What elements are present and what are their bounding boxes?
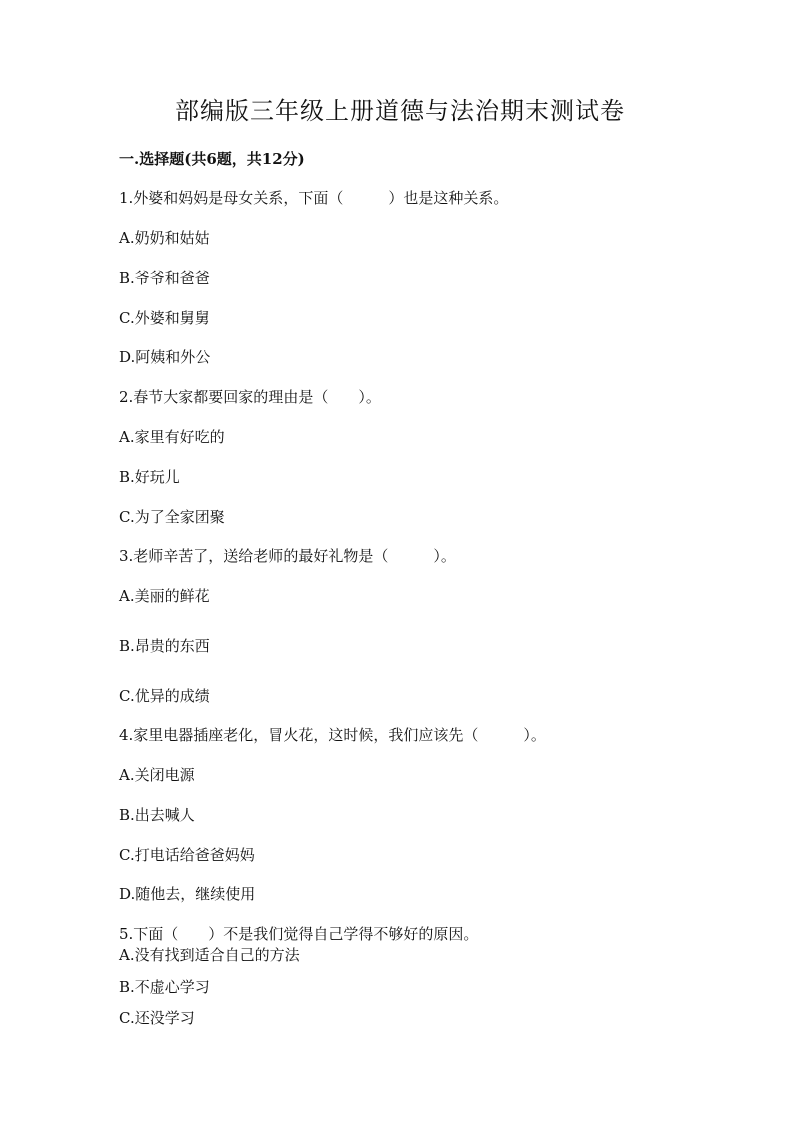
question-4-option-b: B.出去喊人	[119, 806, 195, 824]
question-4-option-c: C.打电话给爸爸妈妈	[119, 846, 255, 864]
question-2-option-b: B.好玩儿	[119, 468, 180, 486]
question-4-option-d: D.随他去，继续使用	[119, 885, 256, 903]
question-1-option-b: B.爷爷和爸爸	[119, 269, 210, 287]
question-2-option-a: A.家里有好吃的	[119, 428, 225, 446]
question-3-option-a: A.美丽的鲜花	[119, 587, 210, 605]
question-5-option-b: B.不虚心学习	[119, 978, 210, 996]
question-4-option-a: A.关闭电源	[119, 766, 195, 784]
question-4-stem: 4.家里电器插座老化，冒火花，这时候，我们应该先（ ）。	[119, 726, 546, 744]
question-3-option-b: B.昂贵的东西	[119, 637, 210, 655]
section-heading: 一.选择题(共6题，共12分)	[119, 150, 305, 168]
question-2-option-c: C.为了全家团聚	[119, 508, 225, 526]
page-title: 部编版三年级上册道德与法治期末测试卷	[175, 97, 625, 125]
question-5-stem: 5.下面（ ）不是我们觉得自己学得不够好的原因。	[119, 925, 479, 943]
question-1-stem: 1.外婆和妈妈是母女关系，下面（ ）也是这种关系。	[119, 189, 509, 207]
question-5-option-c: C.还没学习	[119, 1009, 195, 1027]
question-3-option-c: C.优异的成绩	[119, 687, 210, 705]
question-1-option-a: A.奶奶和姑姑	[119, 229, 210, 247]
question-3-stem: 3.老师辛苦了，送给老师的最好礼物是（ ）。	[119, 547, 456, 565]
question-1-option-c: C.外婆和舅舅	[119, 309, 210, 327]
question-2-stem: 2.春节大家都要回家的理由是（ ）。	[119, 388, 381, 406]
question-1-option-d: D.阿姨和外公	[119, 348, 211, 366]
question-5-option-a: A.没有找到适合自己的方法	[119, 946, 300, 964]
